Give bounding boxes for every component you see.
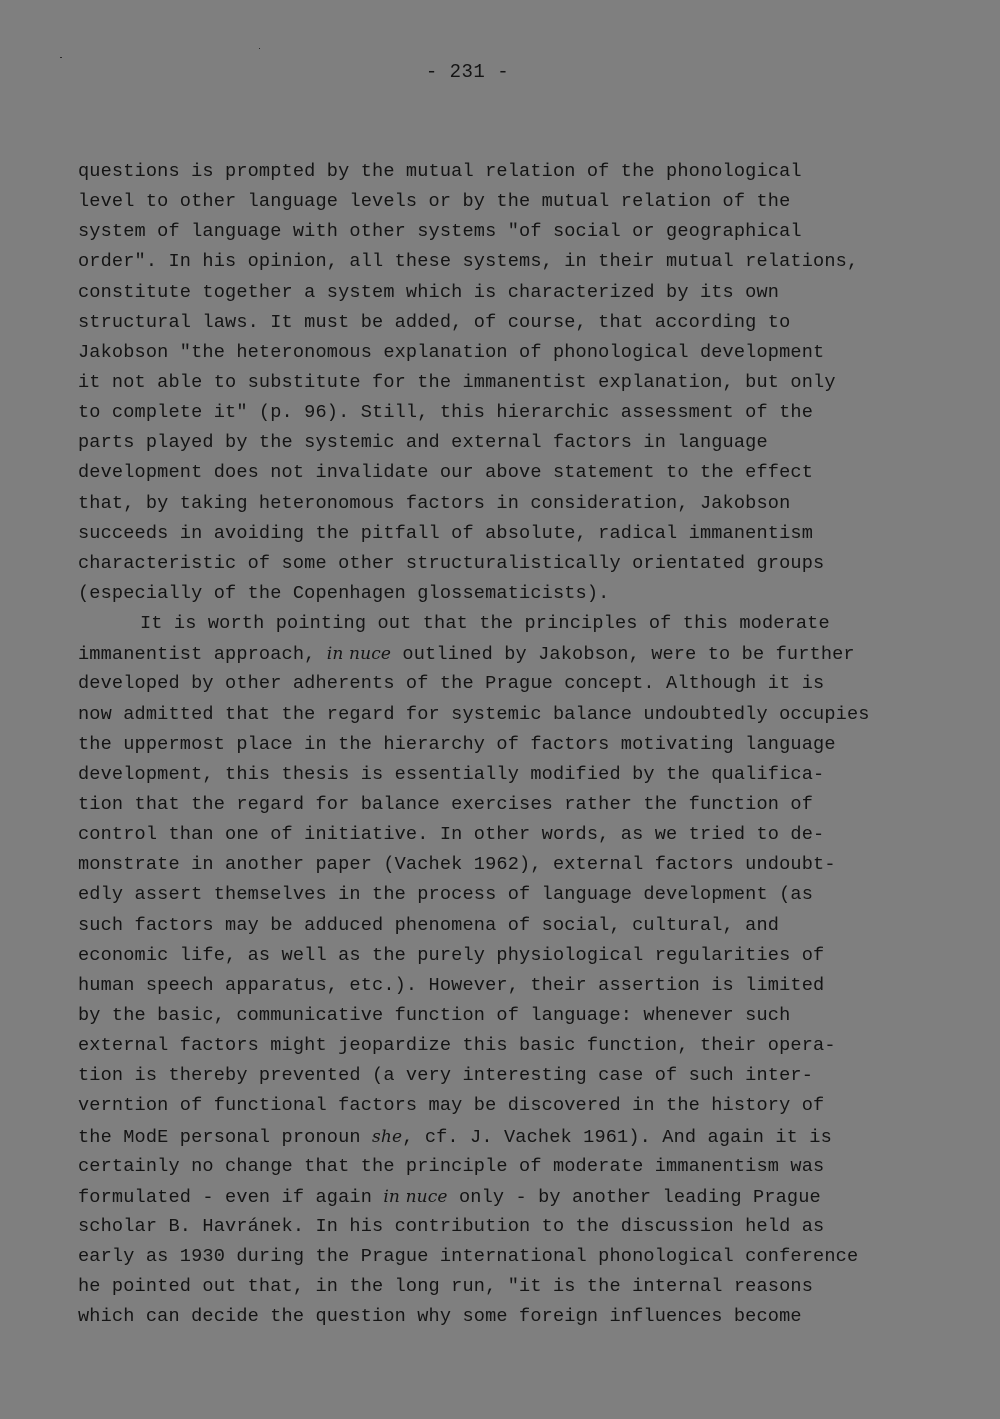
- text-line: tion is thereby prevented (a very interesting case of such inter-: [78, 1065, 814, 1087]
- scan-speck: [259, 48, 260, 49]
- text-line: characteristic of some other structuralistically orientated groups: [78, 552, 825, 574]
- text-line: human speech apparatus, etc.). However, their assertion is limited: [78, 974, 825, 996]
- text-line: Jakobson "the heteronomous explanation of phonological development: [78, 341, 825, 363]
- text-line: monstrate in another paper (Vachek 1962), external factors undoubt-: [78, 854, 836, 876]
- text-line: (especially of the Copenhagen glossematicists).: [78, 582, 610, 604]
- text-line: it not able to substitute for the immanentist explanation, but only: [78, 371, 836, 393]
- italic-term: in nuce: [326, 644, 392, 665]
- text-line: the uppermost place in the hierarchy of factors motivating language: [78, 733, 836, 755]
- text-line: early as 1930 during the Prague international phonological conference: [78, 1246, 859, 1268]
- text-line: questions is prompted by the mutual relation of the phonological: [78, 161, 802, 182]
- text-line: he pointed out that, in the long run, "it is the internal reasons: [78, 1276, 814, 1298]
- body-text: [78, 157, 938, 1332]
- text-line: to complete it" (p. 96). Still, this hierarchic assessment of the: [78, 402, 814, 424]
- text-line: such factors may be adduced phenomena of social, cultural, and: [78, 914, 780, 936]
- text-line: order". In his opinion, all these systems, in their mutual relations,: [78, 251, 859, 273]
- text-line: now admitted that the regard for systemic balance undoubtedly occupies: [78, 703, 870, 725]
- text-line: tion that the regard for balance exercises rather the function of: [78, 793, 814, 815]
- text-line: level to other language levels or by the mutual relation of the: [78, 191, 791, 213]
- scan-speck: [60, 57, 62, 58]
- text-line: which can decide the question why some foreign influences become: [78, 1306, 802, 1328]
- text-line: development, this thesis is essentially modified by the qualifica-: [78, 763, 825, 785]
- page-number: - 231 -: [425, 61, 510, 83]
- text-line: that, by taking heteronomous factors in consideration, Jakobson: [78, 492, 791, 514]
- text-line: developed by other adherents of the Prague concept. Although it is: [78, 673, 825, 695]
- text-line: verntion of functional factors may be discovered in the history of: [78, 1095, 825, 1117]
- italic-term: she: [372, 1126, 403, 1147]
- text-line: the ModE personal pronoun she, cf. J. Vachek 1961). And again it is: [78, 1126, 832, 1148]
- italic-term: in nuce: [383, 1186, 448, 1207]
- text-line: development does not invalidate our above statement to the effect: [78, 462, 814, 484]
- text-line: succeeds in avoiding the pitfall of absolute, radical immanentism: [78, 522, 814, 544]
- text-line: formulated - even if again in nuce only - by another leading Prague: [78, 1186, 821, 1208]
- text-line: constitute together a system which is characterized by its own: [78, 281, 780, 303]
- text-line: parts played by the systemic and external factors in language: [78, 432, 768, 454]
- text-line: immanentist approach, in nuce outlined by Jakobson, were to be further: [78, 644, 855, 666]
- text-line: by the basic, communicative function of language: whenever such: [78, 1004, 791, 1026]
- text-line: structural laws. It must be added, of course, that according to: [78, 311, 791, 333]
- text-line: external factors might jeopardize this basic function, their opera-: [78, 1035, 836, 1057]
- text-line: certainly no change that the principle of moderate immanentism was: [78, 1155, 825, 1177]
- text-line: edly assert themselves in the process of language development (as: [78, 884, 814, 906]
- text-line: control than one of initiative. In other words, as we tried to de-: [78, 824, 825, 846]
- text-line: economic life, as well as the purely physiological regularities of: [78, 944, 825, 966]
- text-line: scholar B. Havránek. In his contribution to the discussion held as: [78, 1215, 825, 1237]
- text-line: system of language with other systems "of social or geographical: [78, 221, 802, 243]
- paragraph-start-line: It is worth pointing out that the principles of this moderate: [140, 613, 830, 635]
